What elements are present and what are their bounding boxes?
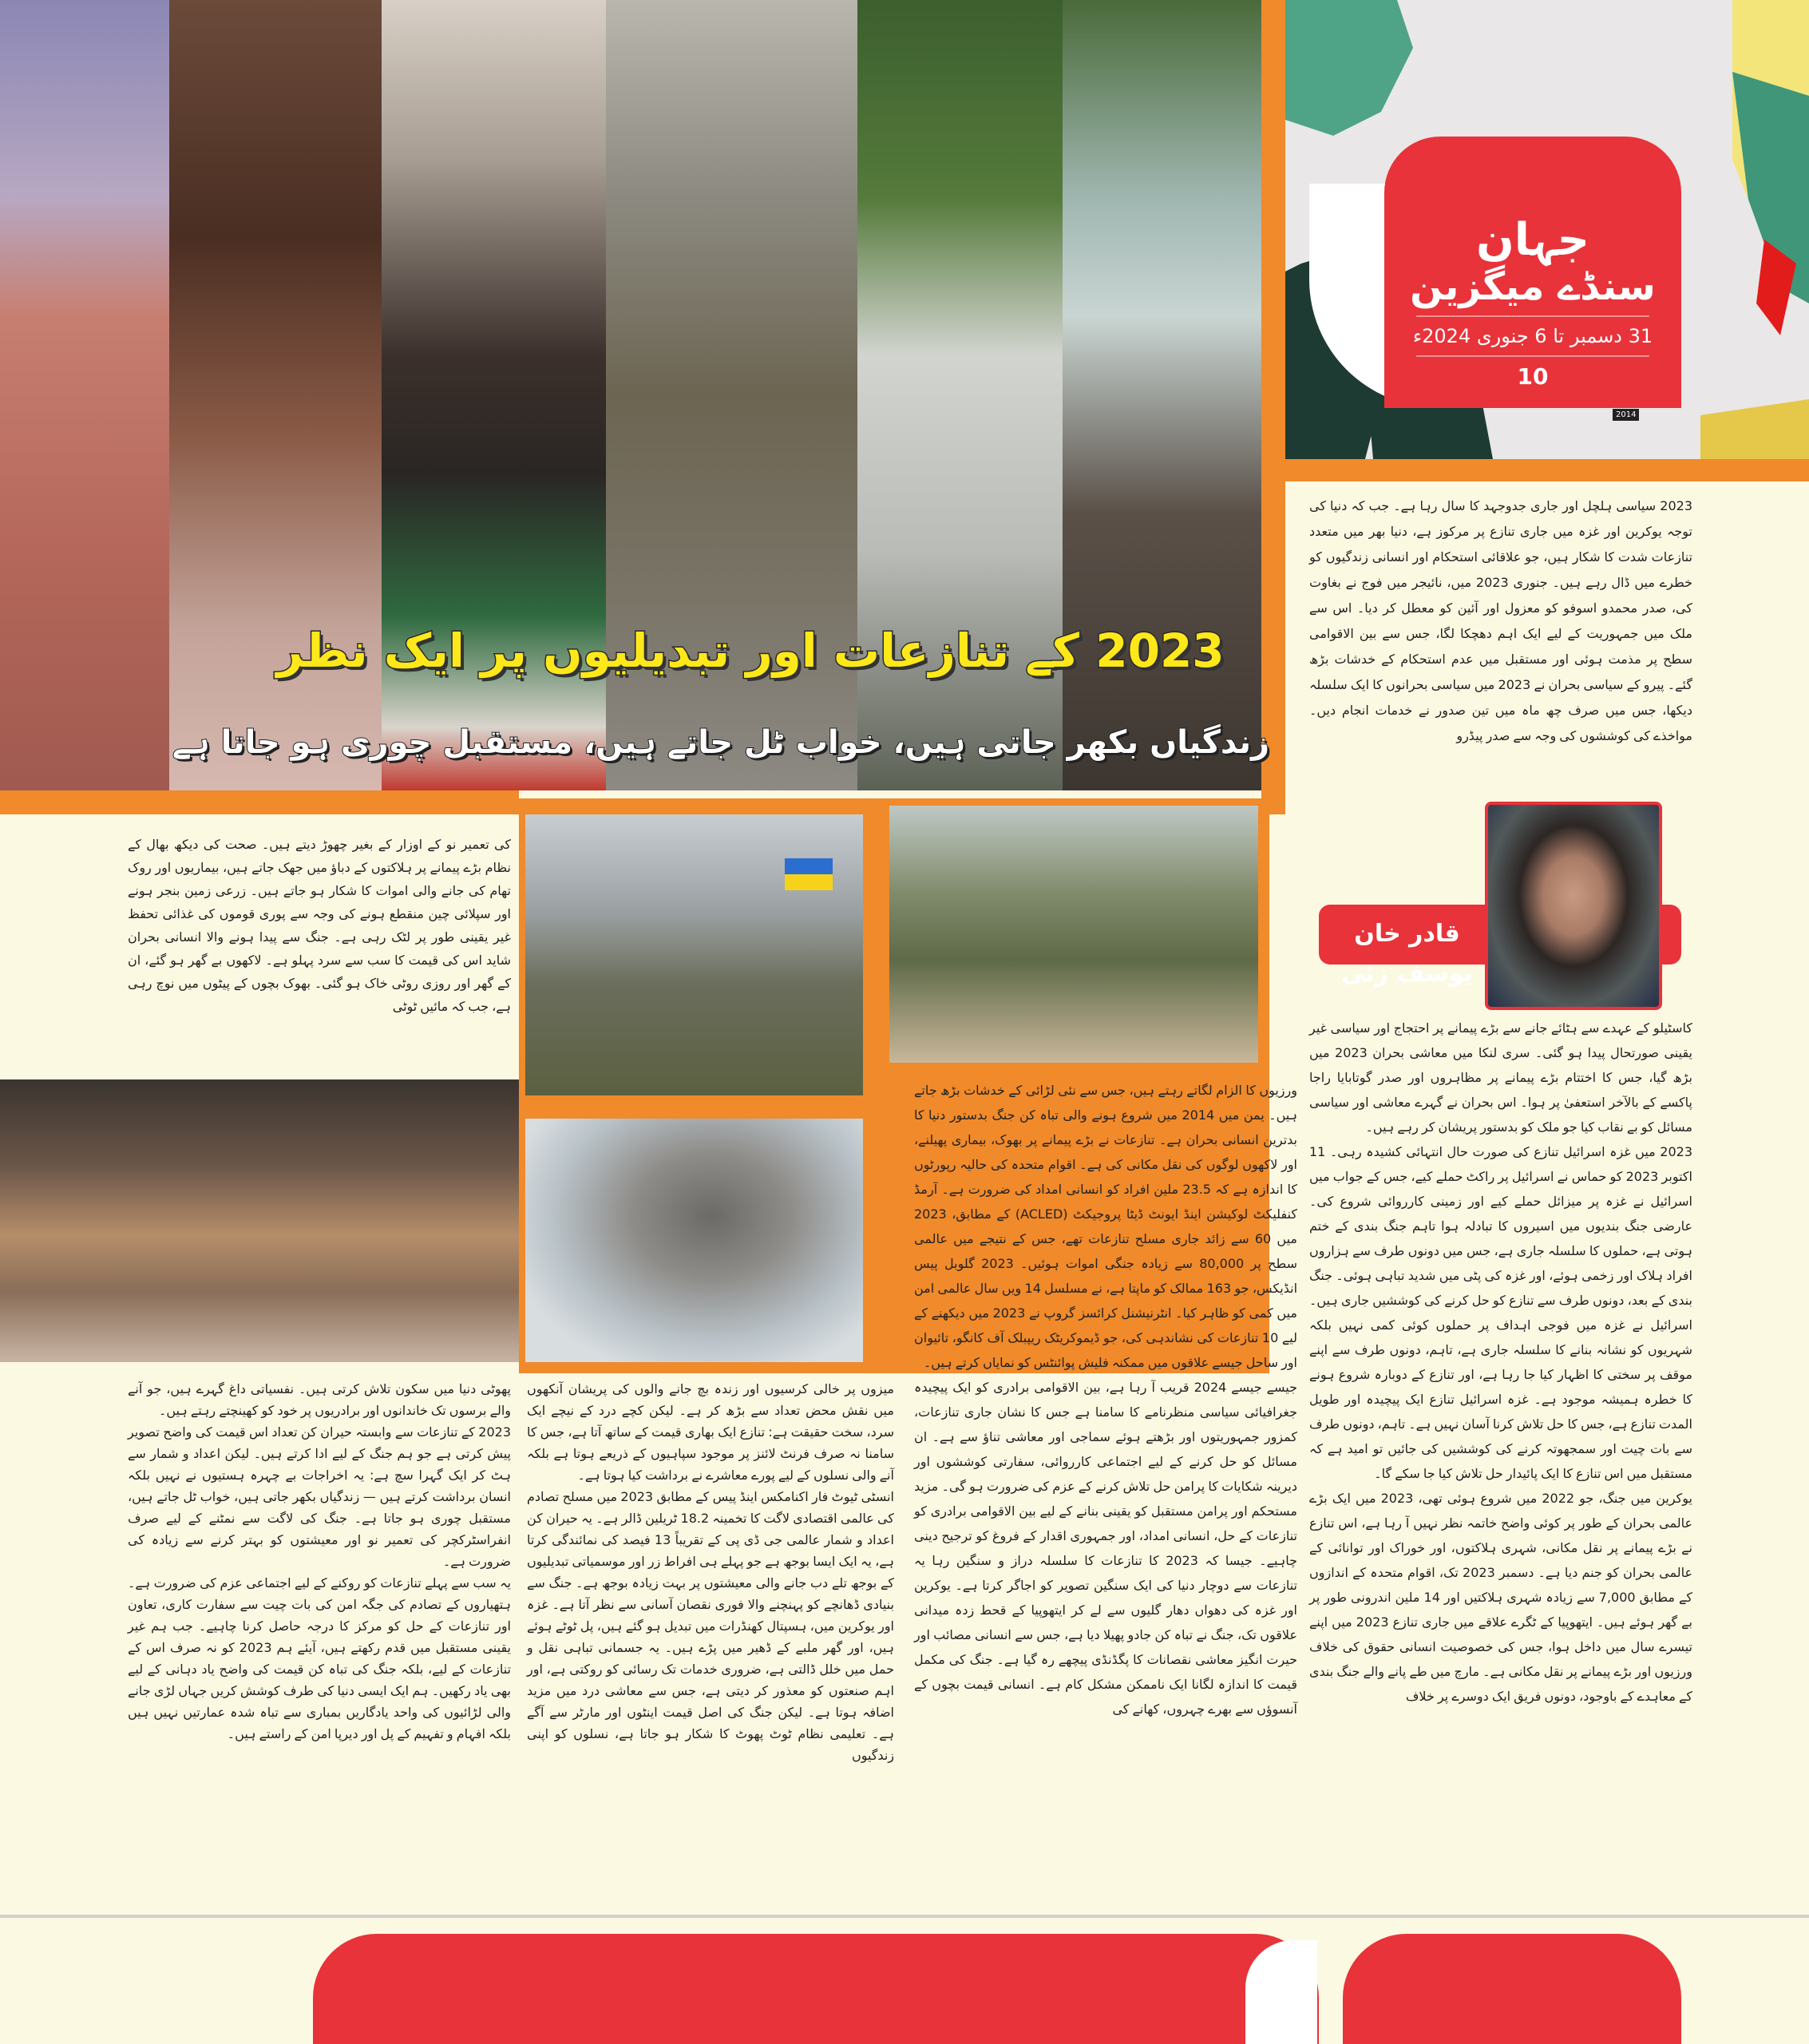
article-column-middle (914, 1078, 1297, 1721)
paragraph: جیسے جیسے 2024 قریب آ رہا ہے، بین الاقوامی برادری کو ایک پیچیدہ جغرافیائی سیاسی منظرنامے کا سامنا ہے جس کا نشان جاری تنازعات، کمزور جمہوریتوں اور بڑھتے ہوئے سماجی اور معاشی تناؤ سے ہے۔ ان مسائل کو حل کرنے کے لیے اجتماعی کارروائی، سفارتی کوششوں اور دیرینہ شکایات کا پرامن حل تلاش کرنے کے عزم کی ضرورت ہو گی۔ مزید مستحکم اور پرامن مستقبل کو یقینی بنانے کے لیے بین الاقوامی برادری کو تنازعات کے حل، انسانی امداد، اور جمہوری اقدار کے فروغ کو ترجیح دینی چاہیے۔ جیسا کہ 2023 کا تنازعات کا سلسلہ دراز و سنگین رہا یہ تنازعات سے دوچار دنیا کی ایک سنگین تصویر کو اجاگر کرتا ہے۔ یوکرین اور غزہ کی دھواں دھار گلیوں سے لے کر ایتھوپیا کے قحط زدہ میدانی علاقوں تک، جنگ نے تباہ کن جادو پھیلا دیا ہے، جس سے انسانی مصائب اور حیرت انگیز معاشی نقصانات کا پگڈنڈی پیچھے رہ گیا ہے۔ جنگ کی مکمل قیمت کا اندازہ لگانا ایک ناممکن مشکل کام ہے۔ انسانی قیمت بچوں کے آنسوؤں سے بھرے چہروں، کھانے کی (914, 1380, 1298, 1717)
footer-band (1343, 1934, 1681, 2044)
paragraph: یوکرین میں جنگ، جو 2022 میں شروع ہوئی تھی، 2023 میں ایک بڑے عالمی بحران کے طور پر کوئی واضح خاتمہ نظر نہیں آ رہا ہے، اس تنازع نے بڑے پیمانے پر نقل مکانی، شہری ہلاکتوں، اور خوراک اور توانائی کے عالمی بحران کو جنم دیا ہے۔ دسمبر 2023 تک، اقوام متحدہ کے اندازوں کے مطابق 7,000 سے زیادہ شہری ہلاکتیں اور 14 ملین اندرونی طور پر بے گھر ہوئے ہیں۔ ایتھوپیا کے ٹگرے علاقے میں جاری تنازع 2023 میں اپنے تیسرے سال میں داخل ہوا، جس کی خصوصیت انسانی حقوق کی خلاف ورزیوں اور بڑے پیمانے پر نقل مکانی ہے۔ مارچ میں طے پانے والے جنگ بندی کے معاہدے کے باوجود، دونوں فریق ایک دوسرے پر خلاف (1309, 1491, 1693, 1704)
photo-soldiers (889, 806, 1258, 1063)
map-year-label: 2014 (1613, 409, 1639, 421)
paragraph: کاسٹیلو کے عہدے سے ہٹائے جانے سے بڑے پیمانے پر احتجاج اور سیاسی غیر یقینی صورتحال پیدا ہو گئی۔ سری لنکا میں معاشی بحران 2023 میں بڑھ گیا، جس کا اختتام بڑے پیمانے پر مظاہروں اور صدر گوتابایا راجا پاکسے کے بالآخر استعفیٰ پر ہوا۔ اس بحران نے گہرے معاشی اور سیاسی مسائل کو بے نقاب کیا جو ملک کو بدستور پریشان کر رہے ہیں۔ (1309, 1020, 1693, 1135)
orange-divider (1261, 0, 1285, 814)
subheadline: زندگیاں بکھر جاتی ہیں، خواب ٹل جاتے ہیں، مستقبل چوری ہو جاتا ہے (172, 724, 1269, 761)
photo-explosion-gaza (525, 1119, 863, 1362)
article-column-right-bottom (1309, 1016, 1692, 1709)
page-number: 10 (1517, 363, 1549, 390)
article-column-center-bottom (527, 1378, 894, 1766)
paragraph: انسٹی ٹیوٹ فار اکنامکس اینڈ پیس کے مطابق 2023 میں مسلح تصادم کی عالمی اقتصادی لاگت کا تخمینہ 18.2 ٹریلین ڈالر ہے۔ یہ حیران کن اعداد و شمار عالمی جی ڈی پی کے تقریباً 13 فیصد کی نمائندگی کرتا ہے، یہ ایک ایسا بوجھ ہے جو پہلے ہی افراط زر اور موسمیاتی تبدیلیوں کے بوجھ تلے دب جانے والی معیشتوں پر بہت زیادہ بوجھ ہے۔ جنگ سے بنیادی ڈھانچے کو پہنچنے والا فوری نقصان آسانی سے نظر آتا ہے۔ غزہ اور یوکرین میں، ہسپتال کھنڈرات میں تبدیل ہو گئے ہیں، پل ٹوٹے ہوئے ہیں، اور گھر ملبے کے ڈھیر میں پڑے ہیں۔ یہ جسمانی تباہی نقل و حمل میں خلل ڈالتی ہے، ضروری خدمات تک رسائی کو روکتی ہے، اور اہم صنعتوں کو معذور کر دیتی ہے، جس سے معاشی درد میں مزید اضافہ ہوتا ہے۔ لیکن جنگ کی اصل قیمت اینٹوں اور مارٹر سے آگے ہے۔ تعلیمی نظام ٹوٹ پھوٹ کا شکار ہو جاتا ہے، نسلوں کو اپنی زندگیوں (527, 1489, 895, 1763)
headline: 2023 کے تنازعات اور تبدیلیوں پر ایک نظر (276, 624, 1225, 678)
paragraph: کی تعمیر نو کے اوزار کے بغیر چھوڑ دیتے ہیں۔ صحت کی دیکھ بھال کے نظام بڑے پیمانے پر ہلاکتوں کے دباؤ میں جھک جاتے ہیں، بیماریوں اور روک تھام کی جانے والی اموات کا شکار ہو جاتے ہیں۔ زرعی زمین بنجر ہونے اور سپلائی چین منقطع ہونے کی وجہ سے پوری قوموں کی غذائی تحفظ غیر یقینی طور پر لٹک رہی ہے۔ جنگ سے پیدا ہونے والا انسانی بحران شاید اس کی قیمت کا سب سے سرد پہلو ہے۔ لاکھوں بے گھر ہو گئے، ان کے گھر اور روزی روٹی خاک ہو گئی۔ بھوک بچوں کے پیٹوں میں نوچ رہی ہے، جب کہ مائیں ٹوٹی (128, 837, 511, 1014)
masthead (1384, 137, 1681, 408)
paragraph: میزوں پر خالی کرسیوں اور زندہ بچ جانے والوں کی پریشان آنکھوں میں نقش محض تعداد سے بڑھ کر ہے۔ لیکن کچے درد کے نیچے ایک سرد، سخت حقیقت ہے: تنازع ایک بھاری قیمت کے ساتھ آتا ہے، جس کا سامنا نہ صرف فرنٹ لائنز پر موجود سپاہیوں کے ذریعے ہوتا ہے بلکہ آنے والی نسلوں کے لیے پورے معاشرے نے برداشت کیا ہوتا ہے۔ (527, 1381, 894, 1483)
paragraph: پھوٹی دنیا میں سکون تلاش کرتی ہیں۔ نفسیاتی داغ گہرے ہیں، جو آنے والے برسوں تک خاندانوں اور برادریوں پر خود کو کھینچتے رہتے ہیں۔ (128, 1381, 511, 1418)
author-photo (1485, 802, 1662, 1010)
photo-tank-ukraine (525, 814, 863, 1095)
paragraph: 2023 میں غزہ اسرائیل تنازع کی صورت حال انتہائی کشیدہ رہی۔ 11 اکتوبر 2023 کو حماس نے اسرائیل پر راکٹ حملے کیے، جس کے جواب میں اسرائیل نے غزہ پر میزائل حملے کیے اور زمینی کارروائی شروع کی۔ عارضی جنگ بندیوں میں اسیروں کا تبادلہ ہوا تاہم جنگ بندی کے ختم ہوتی ہے، حملوں کا سلسلہ جاری ہے، جس میں دونوں طرف سے ہزاروں افراد ہلاک اور زخمی ہوئے، اور غزہ کی پٹی میں شدید تباہی ہوئی۔ جنگ بندی کے بعد، دونوں طرف سے تنازع کو حل کرنے کی کوششیں جاری ہیں۔ اسرائیل نے غزہ میں فوجی اہداف پر حملوں کوئی کمی نہیں بلکہ شہریوں کو نشانہ بنانے کا سلسلہ جاری ہے، تاہم، دونوں طرف سے اپنے موقف پر سختی کا اظہار کیا جا رہا ہے، اور تنازع کے دوبارہ شروع ہونے کا خطرہ ہمیشہ موجود ہے۔ غزہ اسرائیل تنازع ایک پیچیدہ اور طویل المدت تنازع ہے، جس کا حل تلاش کرنا آسان نہیں ہے۔ تاہم، دونوں طرف سے بات چیت اور سمجھوتہ کرنے کی کوششیں کی جائیں تو امید ہے کہ مستقبل میں اس تنازع کا ایک پائیدار حل تلاش کیا جا سکے گا۔ (1308, 1144, 1693, 1481)
article-column-left-top (128, 833, 511, 1018)
article-column-right-top (1309, 493, 1692, 749)
ukraine-flag (785, 858, 833, 890)
paragraph: ورزیوں کا الزام لگاتے رہتے ہیں، جس سے نئی لڑائی کے خدشات بڑھ جاتے ہیں۔ یمن میں 2014 میں شروع ہونے والی تباہ کن جنگ بدستور دنیا کا بدترین انسانی بحران ہے۔ تنازعات نے بڑے پیمانے پر بھوک، بیماری پھیلنے، اور لاکھوں لوگوں کی نقل مکانی کی ہے۔ اقوام متحدہ کی حالیہ رپورٹوں کا اندازہ ہے کہ 23.5 ملین افراد کو انسانی امداد کی ضرورت ہے۔ آرمڈ کنفلیکٹ لوکیشن اینڈ ایونٹ ڈیٹا پروجیکٹ (ACLED) کے مطابق، 2023 میں 60 سے زائد جاری مسلح تنازعات تھے، جس کے نتیجے میں عالمی سطح پر 80,000 سے زیادہ جنگی اموات ہوئیں۔ 2023 گلوبل پیس انڈیکس، جو 163 ممالک کو ماپتا ہے، نے مسلسل 14 ویں سال عالمی امن میں کمی کو ظاہر کیا۔ انٹرنیشنل کرائسز گروپ نے 2023 میں دیکھنے کے لیے 10 تنازعات کی نشاندہی کی، جو ڈیموکریٹک ریپبلک آف کانگو، تائیوان اور ساحل جیسے علاقوں میں ممکنہ فلیش پوائنٹس کو نمایاں کرتے ہیں۔ (914, 1083, 1298, 1370)
photo-cracked-earth (0, 0, 169, 790)
paragraph: 2023 سیاسی ہلچل اور جاری جدوجہد کا سال رہا ہے۔ جب کہ دنیا کی توجہ یوکرین اور غزہ میں جاری تنازع پر مرکوز ہے، دنیا بھر میں متعدد تنازعات شدت کا شکار ہیں، جو علاقائی استحکام اور انسانی زندگیوں کو خطرے میں ڈال رہے ہیں۔ جنوری 2023 میں، نائیجر میں فوج نے بغاوت کی، صدر محمدو اسوفو کو معزول اور آئین کو معطل کر دیا۔ اس سے ملک میں جمہوریت کے لیے ایک اہم دھچکا لگا، جس سے بین الاقوامی سطح پر مذمت ہوئی اور مستقبل میں عدم استحکام کے خدشات بڑھ گئے۔ پیرو کے سیاسی بحران نے 2023 میں سیاسی بحرانوں کا ایک سلسلہ دیکھا، جس میں صرف چھ ماہ میں تین صدور نے خدمات انجام دیں۔ مواخذے کی کوششوں کی وجہ سے صدر پیڈرو (1309, 498, 1692, 743)
divider (1416, 355, 1649, 357)
paragraph: 2023 کے تنازعات سے وابستہ حیران کن تعداد اس قیمت کی واضح تصویر پیش کرتی ہے جو ہم جنگ کے لیے ادا کرتے ہیں۔ لیکن اعداد و شمار سے ہٹ کر ایک گہرا سچ ہے: یہ اخراجات بے چہرہ ہستیوں نے نہیں بلکہ انسان برداشت کرتے ہیں — زندگیاں بکھر جاتی ہیں، خواب ٹل جاتے ہیں، مستقبل چوری ہو جاتا ہے۔ جنگ کی لاگت سے نمٹنے کے لیے صرف انفراسٹرکچر کی تعمیر نو اور معیشتوں کو بہتر کرنے سے زیادہ کی ضرورت ہے۔ (128, 1424, 511, 1569)
footer-band (313, 1934, 1319, 2044)
photo-mass-grave (0, 1079, 519, 1362)
article-column-left-bottom (128, 1378, 511, 1745)
masthead-subtitle: سنڈے میگزین (1410, 264, 1656, 309)
divider (1416, 315, 1649, 317)
orange-divider (1285, 459, 1809, 481)
paragraph: یہ سب سے پہلے تنازعات کو روکنے کے لیے اجتماعی عزم کی ضرورت ہے۔ ہتھیاروں کے تصادم کی جگہ امن کی بات چیت سے سفارت کاری، تعاون اور تنازعات کے حل کو مرکز کا درجہ حاصل کرنا چاہیے۔ جب ہم غیر یقینی مستقبل میں قدم رکھتے ہیں، آیئے ہم 2023 کو نہ صرف اس کے تنازعات کے لیے، بلکہ جنگ کی تباہ کن قیمت کی واضح یاد دہانی کے لیے بھی یاد رکھیں۔ ہم ایک ایسی دنیا کی طرف کوشش کریں جہاں لڑی جانے والی لڑائیوں کی واحد یادگاریں بمباری سے تباہ شدہ عمارتیں نہیں ہیں بلکہ افہام و تفہیم کے پل اور دیرپا امن کے راستے ہیں۔ (128, 1575, 512, 1741)
orange-divider (0, 790, 519, 814)
footer-rule (0, 1915, 1809, 1918)
masthead-title: جہان (1476, 214, 1589, 266)
author-name: قادر خان یوسف زئی (1341, 920, 1473, 988)
issue-date: 31 دسمبر تا 6 جنوری 2024ء (1412, 325, 1653, 347)
